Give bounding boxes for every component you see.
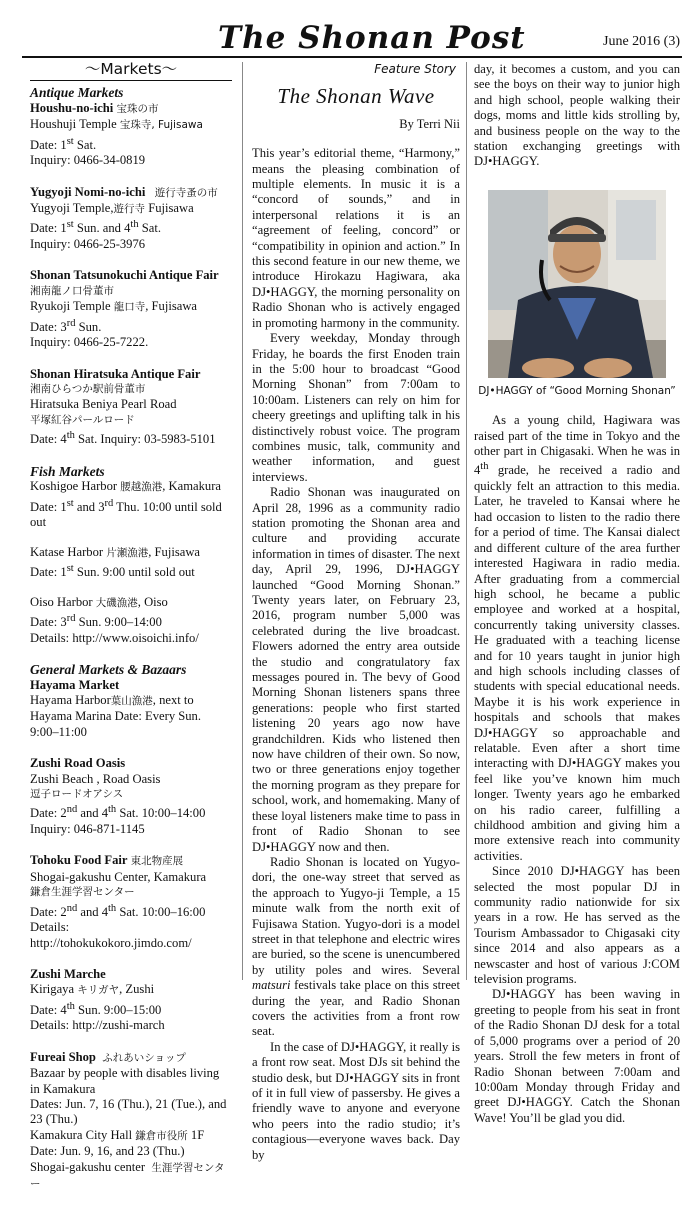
dj-portrait-image bbox=[488, 190, 666, 378]
market-listing: Tohoku Food Fair 東北物産展 Shogai-gakushu Center, Kamakura 鎌倉生涯学習センター Date: 2nd and 4th Sat. 10:00–16:00 Details: http://tohokukokoro.jimdo.com/ bbox=[30, 853, 207, 950]
market-listing: Hayama Market Hayama Harbor葉山漁港, next to Hayama Marina Date: Every Sun. 9:00–11:00 bbox=[30, 677, 202, 739]
masthead bbox=[22, 18, 682, 58]
article-paragraph: Since 2010 DJ•HAGGY has been selected the most popular DJ in community radio nationwide for six years in a row. He has served as the Tourism Ambassador to Chigasaki city since 2014 and also appears as a newscaster and host of various J:COM television programs. bbox=[474, 864, 680, 987]
feature-column-continued bbox=[474, 62, 680, 1126]
market-listing: Oiso Harbor 大磯漁港, Oiso Date: 3rd Sun. 9:00–14:00 Details: http://www.oisoichi.info/ bbox=[30, 594, 199, 645]
market-listing: Zushi Marche Kirigaya キリガヤ, Zushi Date: 4th Sun. 9:00–15:00 Details: http://zushi-march bbox=[30, 966, 165, 1033]
article-paragraph: This year’s editorial theme, “Harmony,” means the pleasing combination of multiple elements. In music it is a “concord of sounds,” and in interpersonal relations it is an “agreement of feeling, concord” or “compatibility in opinion and action.” In this second feature in our new theme, we introduce Hirokazu Hagiwara, aka DJ•HAGGY, the morning personality on Radio Shonan who is actively engaged in promoting harmony in the community. bbox=[252, 146, 460, 330]
article-paragraph: day, it becomes a custom, and you can see the boys on their way to junior high and high school, people walking their dogs, moms and little kids strolling by, and business people on the way to the station exchanging greetings with DJ•HAGGY. bbox=[474, 62, 680, 169]
market-listing: Koshigoe Harbor 腰越漁港, Kamakura Date: 1st and 3rd Thu. 10:00 until sold out bbox=[30, 479, 222, 530]
article-paragraph: DJ•HAGGY has been waving in greeting to people from his seat in front of the Radio Shonan DJ desk for a total of 5,000 programs over a period of 20 years. Stroll the few meters in front of Radio Shonan between 7:00am and 10:00am Monday through Friday and greet DJ•HAGGY. Catch the Shonan Wave! You’ll be glad you did. bbox=[474, 987, 680, 1125]
market-listing: Katase Harbor 片瀬漁港, Fujisawa Date: 1st Sun. 9:00 until sold out bbox=[30, 544, 201, 580]
article-paragraph: In the case of DJ•HAGGY, it really is a front row seat. Most DJs sit behind the studio desk, but DJ•HAGGY sits in front of it in full view of passersby. He gives a friendly wave to anyone and everyone who peers into the radio studio; it’s contagious—everyone waves back. Day by bbox=[252, 1039, 460, 1162]
section-heading: Fish Markets bbox=[30, 463, 105, 479]
photo-caption: DJ•HAGGY of “Good Morning Shonan” bbox=[478, 384, 676, 397]
article-paragraph: As a young child, Hagiwara was raised part of the time in Tokyo and the other part in Chigasaki. When he was in 4th grade, he received a radio and quickly felt an attraction to this media. Later, he traveled to Kansai where he had occasion to listen to the radio there for a period of time. The Kansai dialect and different culture of the area further interested Hagiwara in radio media. After graduating from a commercial high school, he became a public employee and worked at a hospital, concurrently taking university classes. He graduated with a teaching license and for 10 years taught in junior high and high schools including classes of students with special educational needs. Maybe it is his work experience in hospitals and schools that makes DJ•HAGGY so approachable and relatable. Even after a short time interacting with DJ•HAGGY makes you feel like you’ve known him much longer. Twenty years ago he embarked on his radio career, fulfilling a childhood ambition and giving him a more extensive reach into community activities. bbox=[474, 413, 680, 863]
newsletter-title: The Shonan Post bbox=[218, 20, 526, 56]
market-listing: Shonan Hiratsuka Antique Fair 湘南ひらつか駅前骨董市 Hiratsuka Beniya Pearl Road 平塚紅谷パールロード Date: 4th Sat. Inquiry: 03-5983-5101 bbox=[30, 366, 216, 447]
column-divider bbox=[242, 62, 243, 980]
column-divider bbox=[466, 62, 467, 980]
article-paragraph: Every weekday, Monday through Friday, he boards the first Enoden train in the 5:00 hour to broadcast “Good Morning Shonan” from 7:00am to 10:00am. Listeners can rely on him for cheery greetings and uplifting talk in his distinctively robust voice. The program combines music, talk, community and weather information, and guest interviews. bbox=[252, 331, 460, 484]
markets-heading: ～Markets～ bbox=[30, 62, 232, 81]
article-paragraph: Radio Shonan is located on Yugyo-dori, the one-way street that served as the approach to Yugyo-ji Temple, a 15 minute walk from the north exit of Fujisawa Station. Yugyo-dori is a model street in that telephone and electric wires are buried, so the scene is unencumbered by utility poles and wires. Several matsuri festivals take place on this street during the year, and Radio Shonan covers the activities from a front row seat. bbox=[252, 854, 460, 1039]
market-listing: Fureai Shop ふれあいショップ Bazaar by people with disables living in Kamakura Dates: Jun. 7, 16 (Thu.), 21 (Tue.), and 23 (Thu.) Kamakura City Hall 鎌倉市役所 1F Date: Jun. 9, 16, and 23 (Thu.) Shogai-gakushu center 生涯学習センター bbox=[30, 1049, 227, 1191]
dj-photo bbox=[488, 190, 666, 378]
byline: By Terri Nii bbox=[399, 116, 460, 131]
section-heading: General Markets & Bazaars bbox=[30, 662, 187, 678]
feature-label: Feature Story bbox=[374, 62, 456, 76]
markets-column bbox=[30, 62, 232, 1208]
market-listing: Houshu-no-ichi 宝珠の市 Houshuji Temple 宝珠寺, Fujisawa Date: 1st Sat. Inquiry: 0466-34-0819 bbox=[30, 100, 203, 168]
feature-column bbox=[252, 62, 460, 1163]
section-heading: Antique Markets bbox=[30, 85, 124, 101]
market-listing: Zushi Road Oasis Zushi Beach , Road Oasis 逗子ロードオアシス Date: 2nd and 4th Sat. 10:00–14:00 Inquiry: 046-871-1145 bbox=[30, 756, 206, 836]
feature-title: The Shonan Wave bbox=[277, 84, 435, 109]
market-listing: Shonan Tatsunokuchi Antique Fair 湘南龍ノ口骨董市 Ryukoji Temple 龍口寺, Fujisawa Date: 3rd Sun. Inquiry: 0466-25-7222. bbox=[30, 268, 219, 350]
market-listing: Yugyoji Nomi-no-ichi 遊行寺蚤の市 Yugyoji Temple,遊行寺 Fujisawa Date: 1st Sun. and 4th Sat. Inquiry: 0466-25-3976 bbox=[30, 184, 218, 252]
article-paragraph: Radio Shonan was inaugurated on April 28, 1996 as a community radio station promoting the Shonan area and culture and providing accurate information in times of disaster. The next day, April 29, 1996, DJ•HAGGY launched “Good Morning Shonan.” Twenty years later, on February 23, 2016, program number 5,000 was celebrated during the live broadcast. Flowers adorned the entry area outside the studio and congratulatory fax messages poured in. The bevy of Good Morning Shonan listeners spans three generations: people who first started listening 20 years ago now have grandchildren. Kids who listened then now have children of their own. So now, two or three generations enjoy together the morning program as they prepare for school, work, and homemaking. Many of these loyal listeners make time to pass in front of Radio Shonan to see DJ•HAGGY now and then. bbox=[252, 485, 460, 854]
issue-date: June 2016 (3) bbox=[603, 34, 680, 49]
